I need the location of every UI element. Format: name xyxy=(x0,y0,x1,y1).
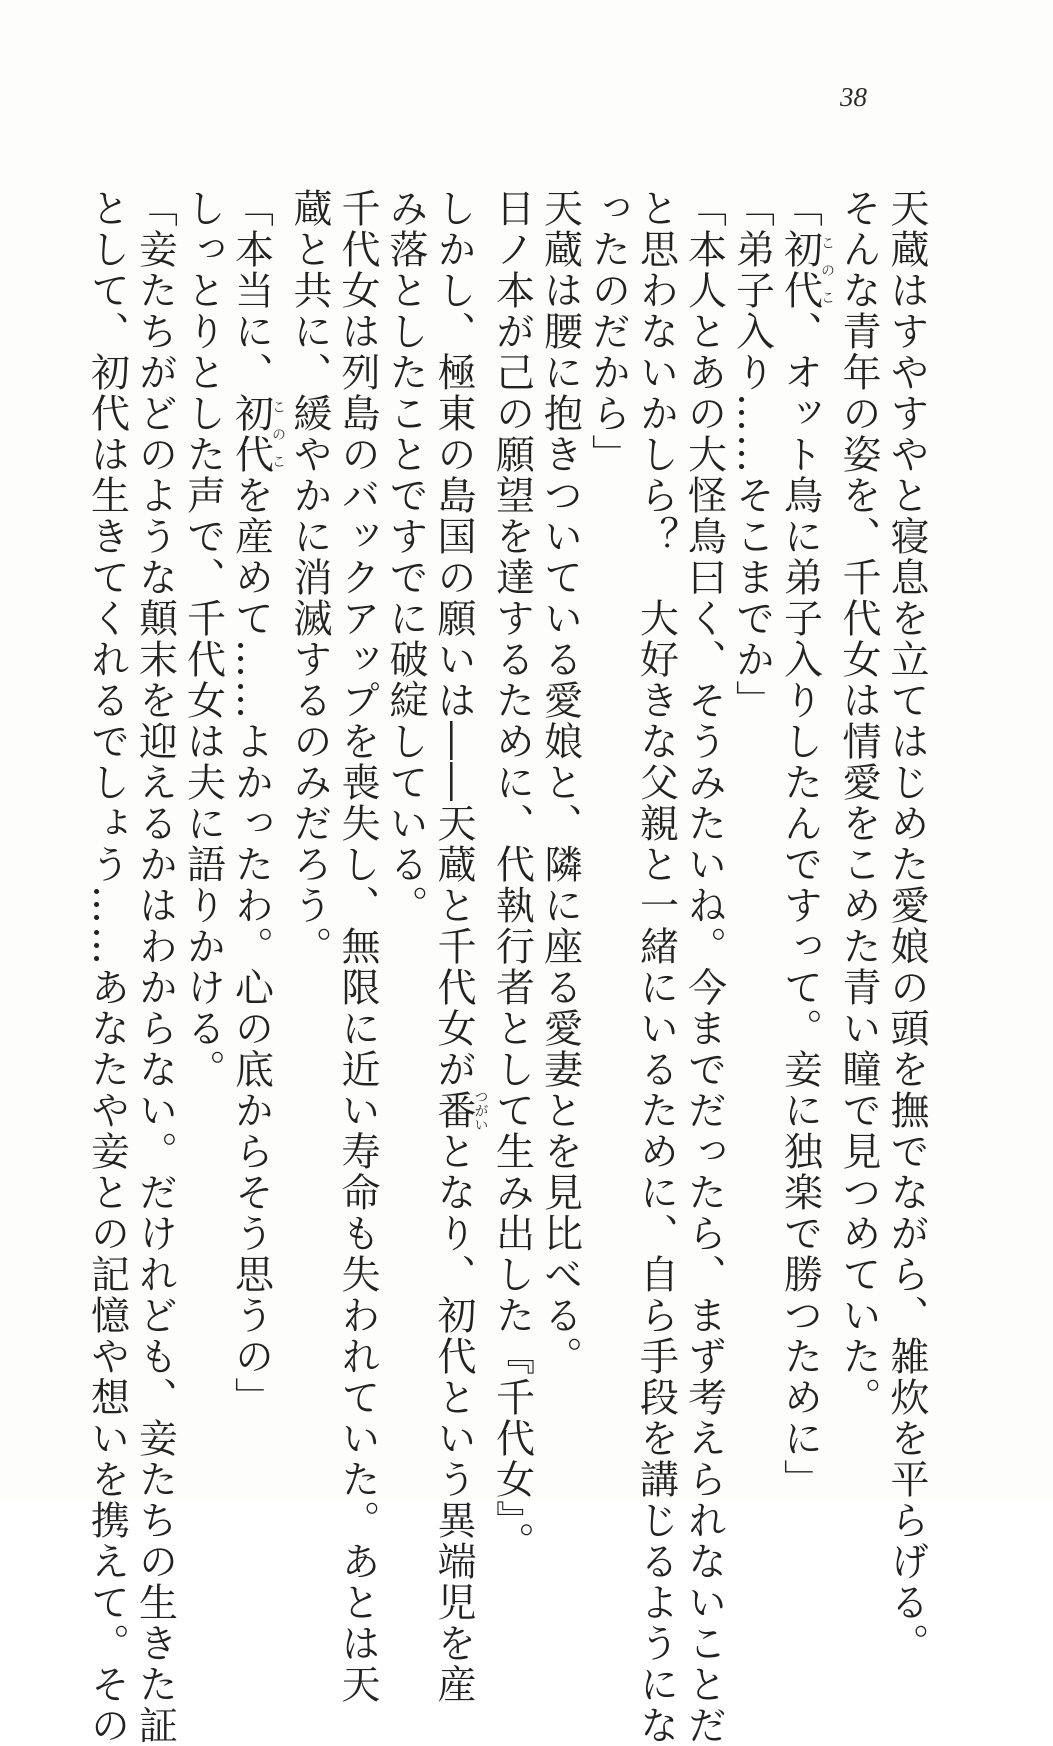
text-segment: 蔵と共に、緩やかに消滅するのみだろう。 xyxy=(287,188,332,967)
text-segment: 「本人とあの大怪鳥曰く、そうみたいね。今までだったら、まず考えられないことだ xyxy=(681,188,727,1746)
text-segment: そんな青年の姿を、千代女は情愛をこめた青い瞳で見つめていた。 xyxy=(836,188,881,1418)
ruby-reading: つがい xyxy=(472,1089,489,1132)
text-line xyxy=(227,188,286,1418)
text-line xyxy=(680,188,728,1746)
body-text xyxy=(84,188,930,1746)
text-segment: 「 xyxy=(777,188,823,229)
text-segment: しっとりとした声で、千代女は夫に語りかける。 xyxy=(180,188,226,1090)
text-line xyxy=(584,188,632,1388)
text-line xyxy=(488,188,536,1563)
text-line xyxy=(834,188,882,1418)
text-segment: 日ノ本が己の願望を達するために、代執行者として生み出した『千代女』。 xyxy=(489,188,535,1563)
text-segment: を産めて……よかったわ。心の底からそう思うの」 xyxy=(228,475,274,1418)
text-line xyxy=(131,188,179,1746)
text-line xyxy=(536,188,584,1388)
text-line xyxy=(632,188,680,1746)
ruby-reading: このこ xyxy=(270,393,286,475)
text-line xyxy=(776,188,835,1500)
text-segment: として、初代は生きてくれるでしょう……あなたや妾との記憶や想いを携えて。その xyxy=(84,188,130,1746)
text-segment: 「弟子入り……そこまでか」 xyxy=(729,188,775,721)
text-line xyxy=(381,188,429,1388)
ruby-annotation xyxy=(431,1089,489,1132)
text-segment: 千代女は列島のバックアップを喪失し、無限に近い寿命も失われていた。あとは天 xyxy=(335,188,380,1705)
text-line xyxy=(429,188,489,1705)
text-line xyxy=(83,188,131,1746)
ruby-base: 初代 xyxy=(228,393,274,475)
text-segment: と思わないかしら？ 大好きな父親と一緒にいるために、自ら手段を講じるようにな xyxy=(633,188,679,1746)
ruby-base: 初代 xyxy=(777,229,823,311)
text-segment: となり、初代という異端児を産 xyxy=(431,1131,476,1705)
text-segment: 天蔵はすやすやと寝息を立てはじめた愛娘の頭を撫でながら、雑炊を平らげる。 xyxy=(884,188,929,1664)
text-segment: しかし、極東の島国の願いは――天蔵と千代女が xyxy=(431,188,476,1090)
text-segment: ったのだから」 xyxy=(585,188,631,475)
text-segment: 、オット鳥に弟子入りしたんですって。妾に独楽で勝つために」 xyxy=(777,311,823,1500)
text-line xyxy=(333,188,381,1705)
ruby-annotation xyxy=(228,393,286,475)
text-segment: 天蔵は腰に抱きついている愛娘と、隣に座る愛妻とを見比べる。 xyxy=(537,188,583,1377)
text-line xyxy=(179,188,227,1388)
text-line xyxy=(728,188,776,1388)
ruby-annotation xyxy=(777,229,835,311)
page-number: 38 xyxy=(840,82,867,112)
text-segment: 「妾たちがどのような顛末を迎えるかはわからない。だけれども、妾たちの生きた証 xyxy=(132,188,178,1746)
ruby-base: 番 xyxy=(431,1089,476,1132)
text-segment: み落としたことですでに破綻している。 xyxy=(383,188,428,926)
text-line xyxy=(285,188,333,1388)
ruby-reading: このこ xyxy=(819,229,835,311)
text-line xyxy=(882,188,930,1664)
text-segment: 「本当に、 xyxy=(228,188,274,393)
